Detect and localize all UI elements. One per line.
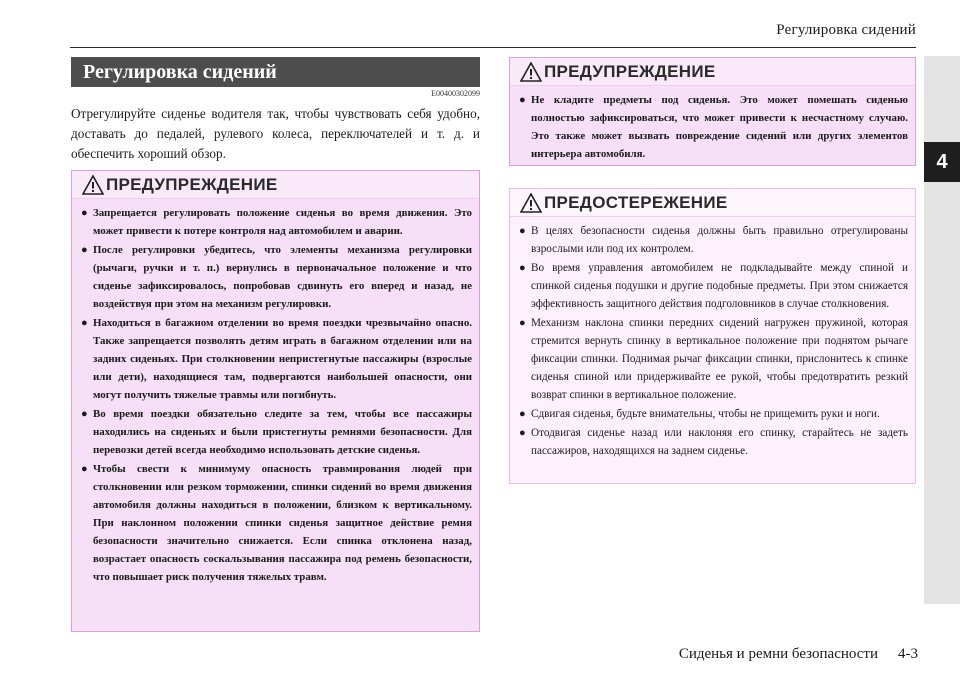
list-item: ● Сдвигая сиденья, будьте внимательны, чтобы не прищемить руки и ноги. (519, 405, 908, 423)
footer-chapter: Сиденья и ремни безопасности (678, 646, 878, 662)
document-code: E00400302099 (431, 89, 480, 98)
warning-box-left-body (72, 199, 479, 591)
list-item: ● Запрещается регулировать положение сиденья во время движения. Это может привести к потере контроля над автомобилем и аварии. (81, 204, 472, 240)
list-item: ● Во время управления автомобилем не подкладывайте между спиной и спинкой сиденья подушки и другие подобные предметы. При этом снижается эффективность защитного действия подголовников в случае столкновения. (519, 259, 908, 313)
warning-triangle-icon (520, 62, 542, 82)
list-item: ● Отодвигая сиденье назад или наклоняя его спинку, старайтесь не задеть пассажиров, находящихся на заднем сиденье. (519, 424, 908, 460)
page-number: 4-3 (898, 646, 918, 662)
bullet-icon: ● (519, 225, 526, 237)
list-item: ● Не кладите предметы под сиденья. Это может помешать сиденью полностью зафиксироваться, что может привести к несчастному случаю. Это также может вызвать повреждение сидений или других элементов интерьера автомобиля. (519, 91, 908, 163)
list-item: ● Во время поездки обязательно следите за тем, чтобы все пассажиры находились на сиденьях и были пристегнуты ремнями безопасности. Для перевозки детей всегда необходимо использовать детские сиденья. (81, 405, 472, 459)
bullet-icon: ● (519, 427, 526, 439)
list-item: ● Чтобы свести к минимуму опасность травмирования людей при столкновении или резком торможении, спинки сидений во время движения автомобиля должны находиться в положении, близком к вертикальному. При наклонном положении спинки сиденья защитное действие ремня безопасности значительно снижается. Если спинка отклонена назад, возрастает опасность соскальзывания пассажира под ремень безопасности, что повышает риск получения тяжелых травм. (81, 460, 472, 586)
caution-box-body (510, 217, 915, 465)
bullet-icon: ● (519, 317, 526, 329)
caution-box (509, 188, 916, 484)
bullet-icon: ● (81, 408, 88, 420)
running-head: Регулировка сидений (776, 22, 916, 38)
chapter-side-tab (924, 56, 960, 604)
caution-box-header (510, 189, 915, 217)
warning-triangle-icon (82, 175, 104, 195)
bullet-icon: ● (81, 244, 88, 256)
top-rule (70, 47, 916, 48)
warning-box-right-title: ПРЕДУПРЕЖДЕНИЕ (544, 61, 716, 81)
caution-box-title: ПРЕДОСТЕРЕЖЕНИЕ (544, 192, 728, 212)
warning-box-right (509, 57, 916, 166)
bullet-icon: ● (519, 408, 526, 420)
warning-box-right-header (510, 58, 915, 86)
list-item: ● После регулировки убедитесь, что элементы механизма регулировки (рычаги, ручки и т. п.) вернулись в первоначальное положение и что сиденье зафиксировалось, попробовав сдвинуть его вперед и назад, не воздействуя при этом на механизм регулировки. (81, 241, 472, 313)
list-item: ● В целях безопасности сиденья должны быть правильно отрегулированы взрослыми или под их контролем. (519, 222, 908, 258)
warning-box-left-header (72, 171, 479, 199)
warning-box-right-body (510, 86, 915, 168)
intro-paragraph: Отрегулируйте сиденье водителя так, чтобы чувствовать себя удобно, доставать до педалей, рулевого колеса, переключателей и т. д. и обеспечить хороший обзор. (71, 106, 480, 161)
list-item: ● Механизм наклона спинки передних сидений нагружен пружиной, которая стремится вернуть спинку в вертикальное положение при поднятом рычаге фиксации спинки. Поднимая рычаг фиксации спинки, прислонитесь к спинке сиденья спиной или придерживайте ее рукой, чтобы предотвратить резкий возврат спинки в вертикальное положение. (519, 314, 908, 404)
list-item: ● Находиться в багажном отделении во время поездки чрезвычайно опасно. Также запрещается позволять детям играть в багажном отделении или на задних сиденьях. При столкновении непристегнутые пассажиры (взрослые или дети), находящиеся там, подвергаются наибольшей опасности, они могут получить тяжелые травмы или погибнуть. (81, 314, 472, 404)
warning-box-left-title: ПРЕДУПРЕЖДЕНИЕ (106, 174, 278, 194)
caution-triangle-icon (520, 193, 542, 213)
bullet-icon: ● (81, 207, 88, 219)
chapter-tab-number: 4 (924, 142, 960, 182)
bullet-icon: ● (81, 317, 88, 329)
bullet-icon: ● (519, 94, 526, 106)
bullet-icon: ● (519, 262, 526, 274)
section-title: Регулировка сидений (71, 57, 480, 87)
page-footer (0, 646, 918, 663)
warning-box-left (71, 170, 480, 632)
bullet-icon: ● (81, 463, 88, 475)
